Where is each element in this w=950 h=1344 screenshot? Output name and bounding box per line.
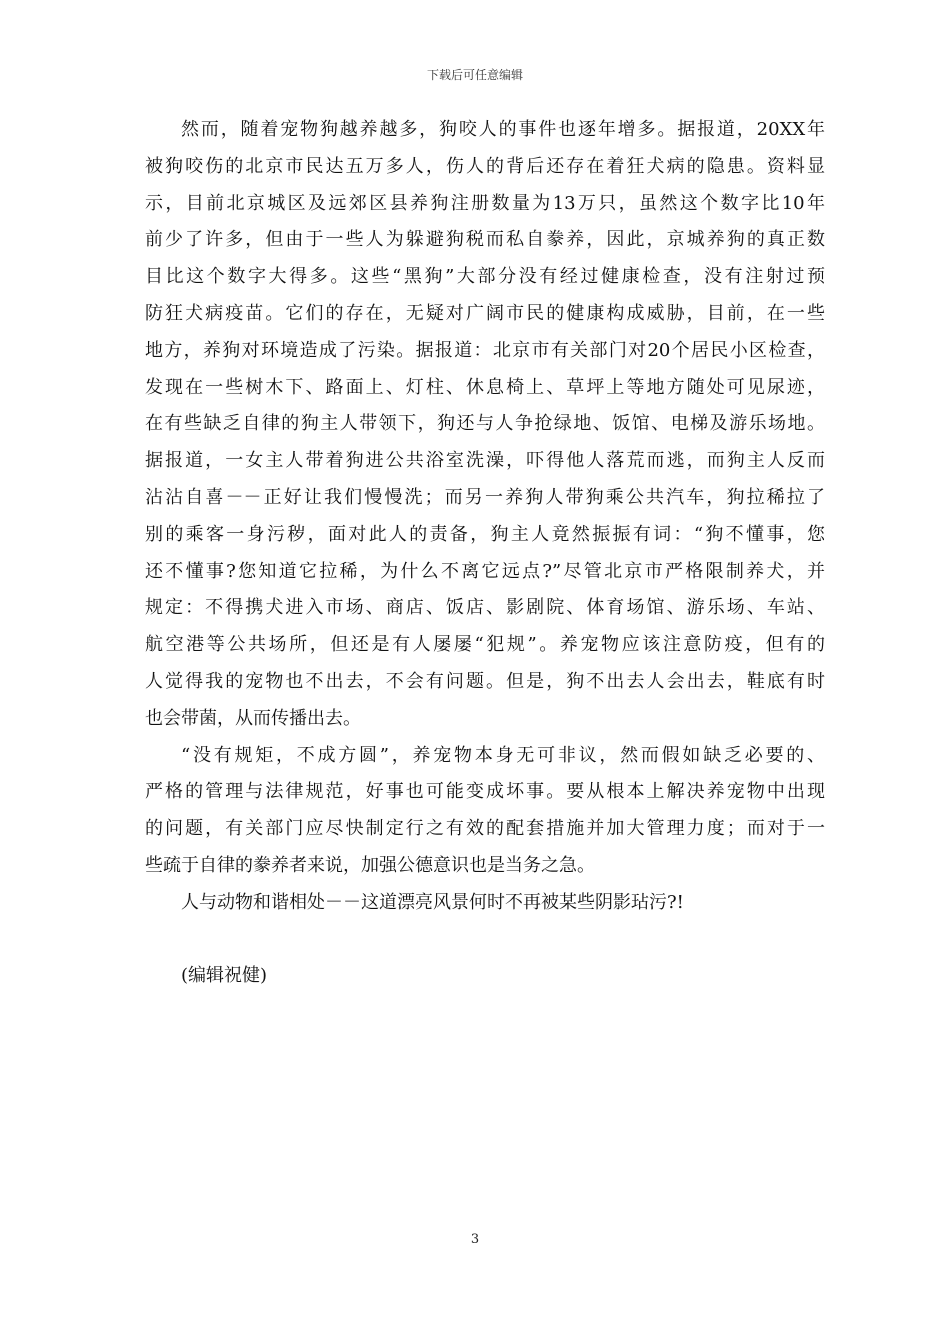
paragraph-1-line: 发现在一些树木下、路面上、灯柱、休息椅上、草坪上等地方随处可见尿迹， <box>145 376 825 398</box>
paragraph-1-line: 别的乘客一身污秽，面对此人的责备，狗主人竟然振振有词：“狗不懂事，您 <box>145 523 825 545</box>
paragraph-2-line: 严格的管理与法律规范，好事也可能变成坏事。要从根本上解决养宠物中出现 <box>145 781 825 803</box>
paragraph-1-line: 规定：不得携犬进入市场、商店、饭店、影剧院、体育场馆、游乐场、车站、 <box>145 597 825 619</box>
paragraph-3-line: 人与动物和谐相处－－这道漂亮风景何时不再被某些阴影玷污?! <box>181 891 684 913</box>
paragraph-1-line: 据报道，一女主人带着狗进公共浴室洗澡，吓得他人落荒而逃，而狗主人反而 <box>145 450 825 472</box>
paragraph-1-line: 然而，随着宠物狗越养越多，狗咬人的事件也逐年增多。据报道，20XX年 <box>181 119 825 140</box>
paragraph-2-line: 些疏于自律的豢养者来说，加强公德意识也是当务之急。 <box>145 854 595 876</box>
paragraph-1-line: 人觉得我的宠物也不出去，不会有问题。但是，狗不出去人会出去，鞋底有时 <box>145 670 825 692</box>
paragraph-1-line: 目比这个数字大得多。这些“黑狗”大部分没有经过健康检查，没有注射过预 <box>145 266 825 288</box>
page-number: 3 <box>470 1232 480 1247</box>
paragraph-1-line: 前少了许多，但由于一些人为躲避狗税而私自豢养，因此，京城养狗的真正数 <box>145 229 825 251</box>
document-body <box>145 112 825 994</box>
paragraph-2-line: 的问题，有关部门应尽快制定行之有效的配套措施并加大管理力度；而对于一 <box>145 818 825 840</box>
paragraph-1-line: 被狗咬伤的北京市民达五万多人，伤人的背后还存在着狂犬病的隐患。资料显 <box>145 155 825 177</box>
paragraph-1-line: 航空港等公共场所，但还是有人屡屡“犯规”。养宠物应该注意防疫，但有的 <box>145 634 825 656</box>
paragraph-1-line: 在有些缺乏自律的狗主人带领下，狗还与人争抢绿地、饭馆、电梯及游乐场地。 <box>145 413 825 435</box>
paragraph-1-line: 也会带菌，从而传播出去。 <box>145 707 361 729</box>
paragraph-1-line: 还不懂事?您知道它拉稀，为什么不离它远点?”尽管北京市严格限制养犬，并 <box>145 560 825 582</box>
paragraph-1-line: 防狂犬病疫苗。它们的存在，无疑对广阔市民的健康构成威胁，目前，在一些 <box>145 302 825 324</box>
editor-note: (编辑祝健) <box>181 964 268 986</box>
paragraph-1-line: 沾沾自喜－－正好让我们慢慢洗；而另一养狗人带狗乘公共汽车，狗拉稀拉了 <box>145 486 825 508</box>
paragraph-1-line: 地方，养狗对环境造成了污染。据报道：北京市有关部门对20个居民小区检查， <box>145 339 825 361</box>
page-header: 下载后可任意编辑 <box>426 68 523 82</box>
paragraph-2-line: “没有规矩，不成方圆”，养宠物本身无可非议，然而假如缺乏必要的、 <box>181 744 825 766</box>
paragraph-1-line: 示，目前北京城区及远郊区县养狗注册数量为13万只，虽然这个数字比10年 <box>145 192 825 214</box>
